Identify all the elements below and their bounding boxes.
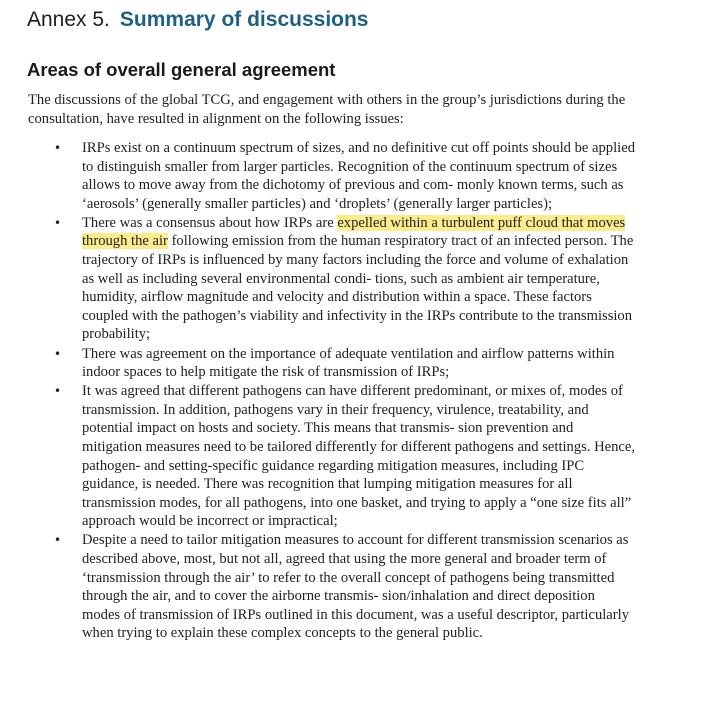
- list-item-text: Despite a need to tailor mitigation measures to account for different transmission scenarios as described above, most, but not all, agreed that using the more general and broader term of ‘transmission through the air’ to refer to the overall concept of pathogens being transmitted through the air, and to cover the airborne transmis- sion/inhalation and direct deposition modes of transmission of IRPs outlined in this document, was a useful descriptor, particularly when trying to explain these complex concepts to the general public.: [82, 532, 629, 642]
- section-heading: Areas of overall general agreement: [27, 59, 336, 80]
- bullet-icon: •: [54, 346, 62, 361]
- list-item-text: [82, 214, 636, 344]
- highlighted-text: expelled within a turbulent puff cloud that moves through the air: [82, 214, 626, 250]
- bullet-icon: •: [54, 533, 62, 548]
- bullet-icon: •: [54, 384, 62, 399]
- annex-heading: [27, 6, 368, 34]
- agreement-list: [0, 139, 704, 644]
- intro-paragraph: The discussions of the global TCG, and engagement with others in the group’s jurisdictions during the consultation, have resulted in alignment on the following issues:: [28, 92, 626, 127]
- list-item-text-before-highlight: There was a consensus about how IRPs are: [82, 214, 338, 231]
- list-item-text: IRPs exist on a continuum spectrum of sizes, and no definitive cut off points should be applied to distinguish smaller from larger particles. Recognition of the continuum spectrum of sizes allows to move away from the dichotomy of previous and com- monly known terms, such as ‘aerosols’ (generally smaller particles) and ‘droplets’ (generally larger particles);: [82, 140, 635, 212]
- annex-label: Annex 5.: [27, 8, 110, 31]
- bullet-icon: •: [54, 215, 62, 230]
- list-item: [0, 139, 636, 213]
- list-item: [0, 345, 636, 382]
- list-item-text-after-highlight: following emission from the human respiratory tract of an infected person. The trajectory of IRPs is influenced by many factors including the force and volume of exhalation as well as including several environmental condi- tions, such as ambient air temperature, humidity, airflow magnitude and velocity and distribution within a space. These factors coupled with the pathogen’s viability and infectivity in the IRPs contribute to the transmission probability;: [82, 233, 634, 343]
- list-item-text: There was agreement on the importance of adequate ventilation and airflow patterns within indoor spaces to help mitigate the risk of transmission of IRPs;: [82, 345, 615, 381]
- list-item: [0, 531, 636, 643]
- list-item: [0, 382, 636, 531]
- annex-title: Summary of discussions: [119, 8, 369, 31]
- bullet-icon: •: [54, 141, 62, 155]
- list-item: [0, 214, 636, 344]
- list-item-text: It was agreed that different pathogens can have different predominant, or mixes of, modes of transmission. In addition, pathogens vary in their frequency, virulence, treatability, and potential impact on hosts and society. This means that transmis- sion prevention and mitigation measures need to be tailored differently for different pathogens and settings. Hence, pathogen- and setting-specific guidance regarding mitigation measures, including IPC guidance, is needed. There was recognition that lumping mitigation measures for all transmission modes, for all pathogens, into one basket, and trying to apply a “one size fits all” approach would be incorrect or impractical;: [82, 383, 636, 530]
